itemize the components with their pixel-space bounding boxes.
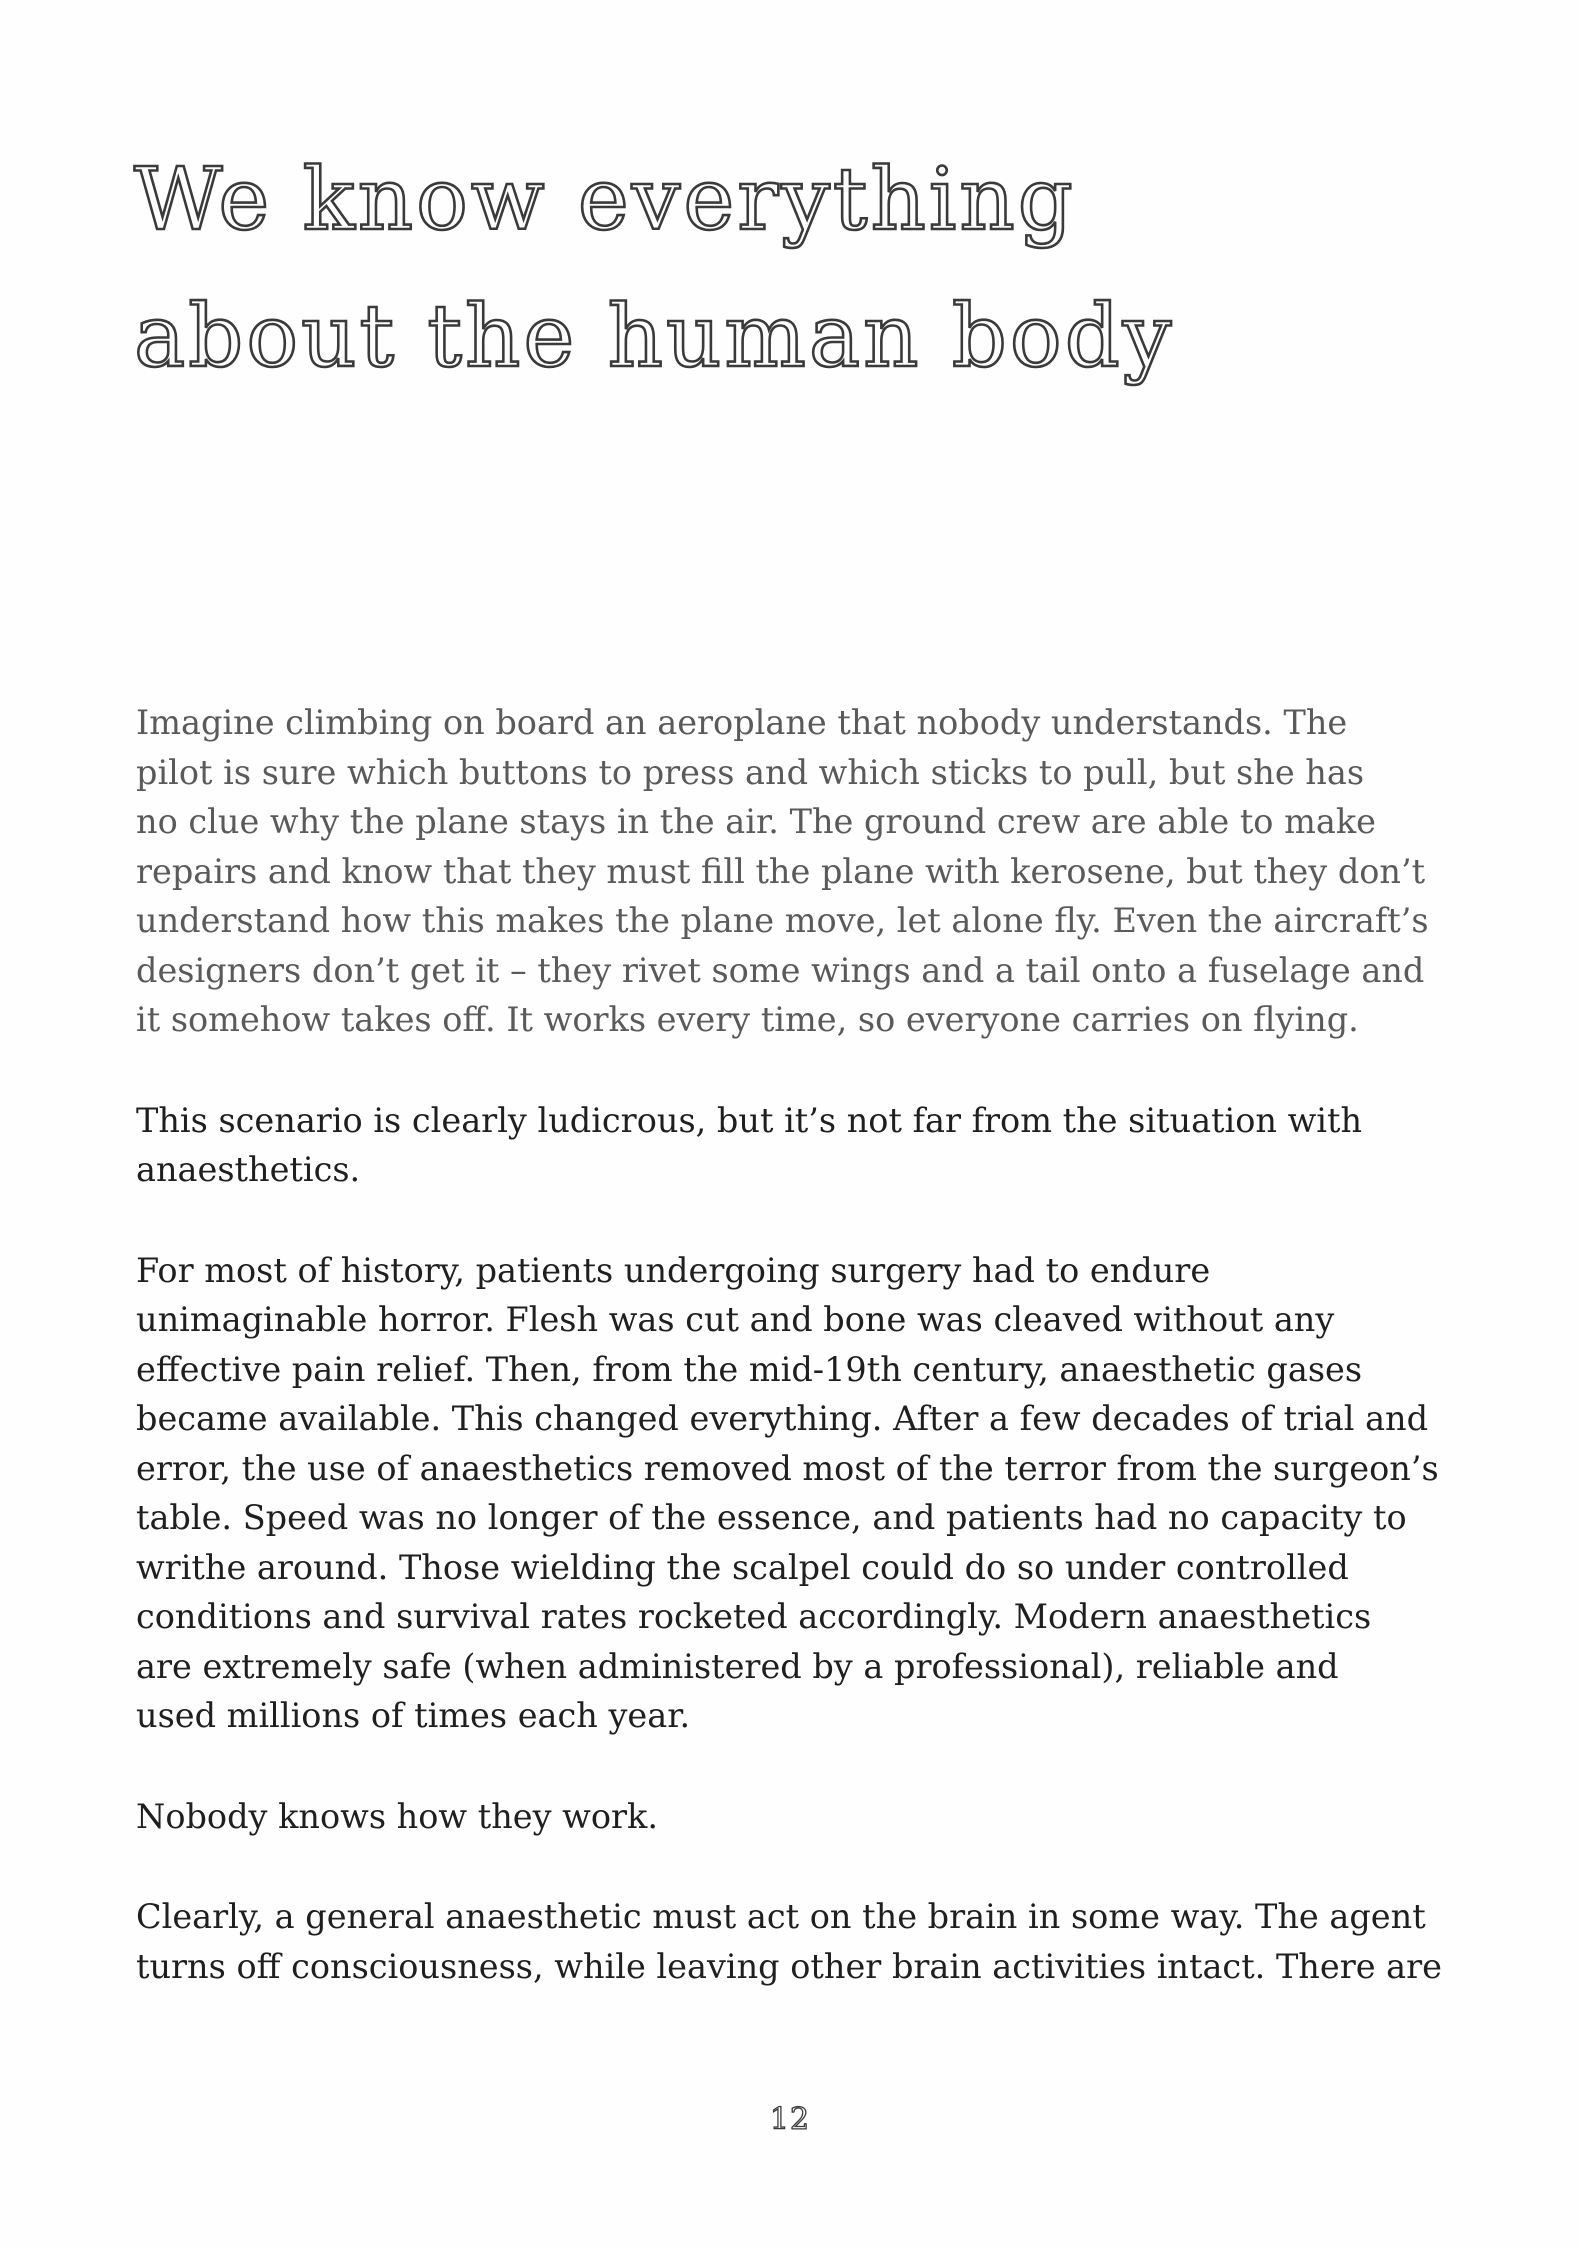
text-line: unimaginable horror. Flesh was cut and bone was cleaved without any	[136, 1300, 1335, 1339]
text-line: table. Speed was no longer of the essence, and patients had no capacity to	[136, 1498, 1407, 1537]
text-line: For most of history, patients undergoing surgery had to endure	[136, 1250, 1211, 1290]
text-line: Imagine climbing on board an aeroplane that nobody understands. The	[136, 703, 1348, 742]
text-line: effective pain relief. Then, from the mid-19th century, anaesthetic gases	[136, 1349, 1363, 1389]
text-line: writhe around. Those wielding the scalpel could do so under controlled	[136, 1547, 1349, 1587]
text-line: anaesthetics.	[136, 1150, 361, 1189]
text-line: pilot is sure which buttons to press and which sticks to pull, but she has	[136, 752, 1365, 792]
text-line: Nobody knows how they work.	[136, 1796, 658, 1836]
text-line: no clue why the plane stays in the air. The ground crew are able to make	[136, 802, 1376, 841]
chapter-title-line-1: We know everything	[134, 150, 1076, 250]
text-line: Clearly, a general anaesthetic must act on the brain in some way. The agent	[136, 1897, 1426, 1936]
paragraph-1	[136, 698, 1456, 1045]
paragraph-2	[136, 1096, 1456, 1195]
paragraph-3	[136, 1246, 1456, 1741]
text-line: error, the use of anaesthetics removed most of the terror from the surgeon’s	[136, 1448, 1439, 1488]
page-number: 12	[769, 2102, 811, 2137]
text-line: are extremely safe (when administered by a professional), reliable and	[136, 1646, 1339, 1686]
body-text	[136, 698, 1456, 2042]
text-line: used millions of times each year.	[136, 1696, 691, 1735]
text-line: turns off consciousness, while leaving other brain activities intact. There are	[136, 1946, 1442, 1986]
paragraph-4	[136, 1792, 1456, 1842]
text-line: it somehow takes off. It works every time, so everyone carries on flying.	[136, 1000, 1359, 1039]
text-line: conditions and survival rates rocketed accordingly. Modern anaesthetics	[136, 1597, 1372, 1636]
text-line: designers don’t get it – they rivet some wings and a tail onto a fuselage and	[136, 950, 1425, 990]
text-line: understand how this makes the plane move, let alone fly. Even the aircraft’s	[136, 901, 1429, 940]
text-line: This scenario is clearly ludicrous, but it’s not far from the situation with	[136, 1100, 1363, 1140]
text-line: repairs and know that they must fill the plane with kerosene, but they don’t	[136, 851, 1426, 891]
chapter-title	[134, 132, 1434, 406]
paragraph-5	[136, 1892, 1456, 1991]
text-line: became available. This changed everything. After a few decades of trial and	[136, 1399, 1429, 1438]
chapter-title-line-2: about the human body	[134, 287, 1175, 387]
